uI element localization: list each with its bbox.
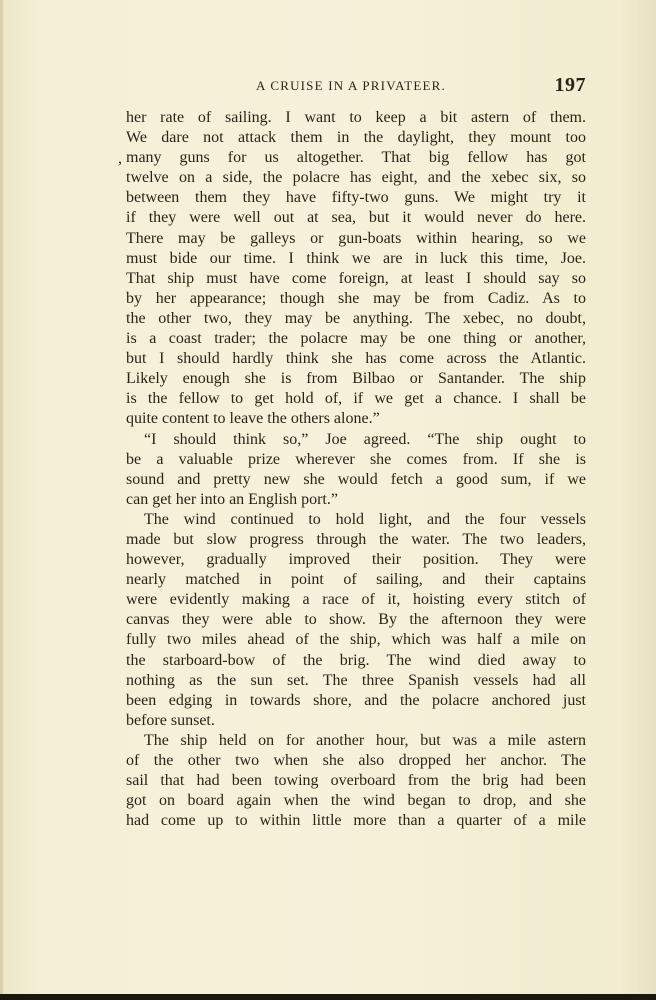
text-line: sail that had been towing overboard from the brig had been — [126, 772, 586, 790]
paragraph-first-line: The ship held on for another hour, but was a mile astern — [144, 731, 586, 749]
text-line: is a coast trader; the polacre may be one thing or another, — [126, 330, 586, 348]
text-line: her rate of sailing. I want to keep a bit astern of them. — [126, 109, 586, 126]
text-line: That ship must have come foreign, at least I should say so — [126, 269, 586, 287]
text-line: nothing as the sun set. The three Spanish vessels had all — [126, 671, 586, 689]
text-line: had come up to within little more than a quarter of a mile — [126, 812, 586, 830]
text-line: however, gradually improved their position. They were — [126, 551, 586, 569]
page-number: 197 — [554, 74, 586, 96]
running-head — [126, 74, 586, 98]
text-line: if they were well out at sea, but it would never do here. — [126, 209, 586, 227]
text-line: of the other two when she also dropped her anchor. The — [126, 752, 586, 769]
text-line: nearly matched in point of sailing, and their captains — [126, 571, 586, 589]
text-line: made but slow progress through the water. The two leaders, — [126, 530, 586, 548]
text-line: by her appearance; though she may be from Cadiz. As to — [126, 289, 586, 307]
body-text — [126, 108, 586, 831]
paragraph-first-line: The wind continued to hold light, and the four vessels — [144, 510, 586, 528]
text-line: can get her into an English port.” — [126, 490, 338, 508]
text-line: were evidently making a race of it, hoisting every stitch of — [126, 591, 586, 609]
text-line: be a valuable prize wherever she comes from. If she is — [126, 450, 586, 468]
text-line: We dare not attack them in the daylight, they mount too — [126, 129, 586, 147]
running-head-title: A CRUISE IN A PRIVATEER. — [256, 78, 447, 93]
text-line: between them they have fifty-two guns. We might try it — [126, 189, 586, 207]
text-line: fully two miles ahead of the ship, which was half a mile on — [126, 631, 586, 649]
text-line: the starboard-bow of the brig. The wind died away to — [126, 651, 586, 669]
text-line: sound and pretty new she would fetch a good sum, if we — [126, 470, 586, 488]
text-line: is the fellow to get hold of, if we get a chance. I shall be — [126, 390, 586, 408]
text-line: but I should hardly think she has come across the Atlantic. — [126, 350, 586, 368]
text-line: before sunset. — [126, 711, 215, 729]
text-line: got on board again when the wind began to drop, and she — [126, 792, 586, 810]
paragraph-first-line: “I should think so,” Joe agreed. “The ship ought to — [144, 430, 586, 448]
scan-bottom-edge — [0, 994, 656, 1000]
printing-speck: , — [118, 150, 122, 167]
text-line: must bide our time. I think we are in luck this time, Joe. — [126, 249, 586, 267]
text-line: the other two, they may be anything. The xebec, no doubt, — [126, 309, 586, 327]
text-line: been edging in towards shore, and the polacre anchored just — [126, 691, 586, 709]
text-line: twelve on a side, the polacre has eight, and the xebec six, so — [126, 169, 586, 187]
text-line: canvas they were able to show. By the afternoon they were — [126, 611, 586, 629]
text-line: quite content to leave the others alone.” — [126, 410, 380, 428]
text-line: There may be galleys or gun-boats within hearing, so we — [126, 229, 586, 247]
text-line: Likely enough she is from Bilbao or Santander. The ship — [126, 370, 586, 388]
page-gutter-shadow — [0, 0, 3, 1000]
text-line: many guns for us altogether. That big fellow has got — [126, 149, 586, 167]
